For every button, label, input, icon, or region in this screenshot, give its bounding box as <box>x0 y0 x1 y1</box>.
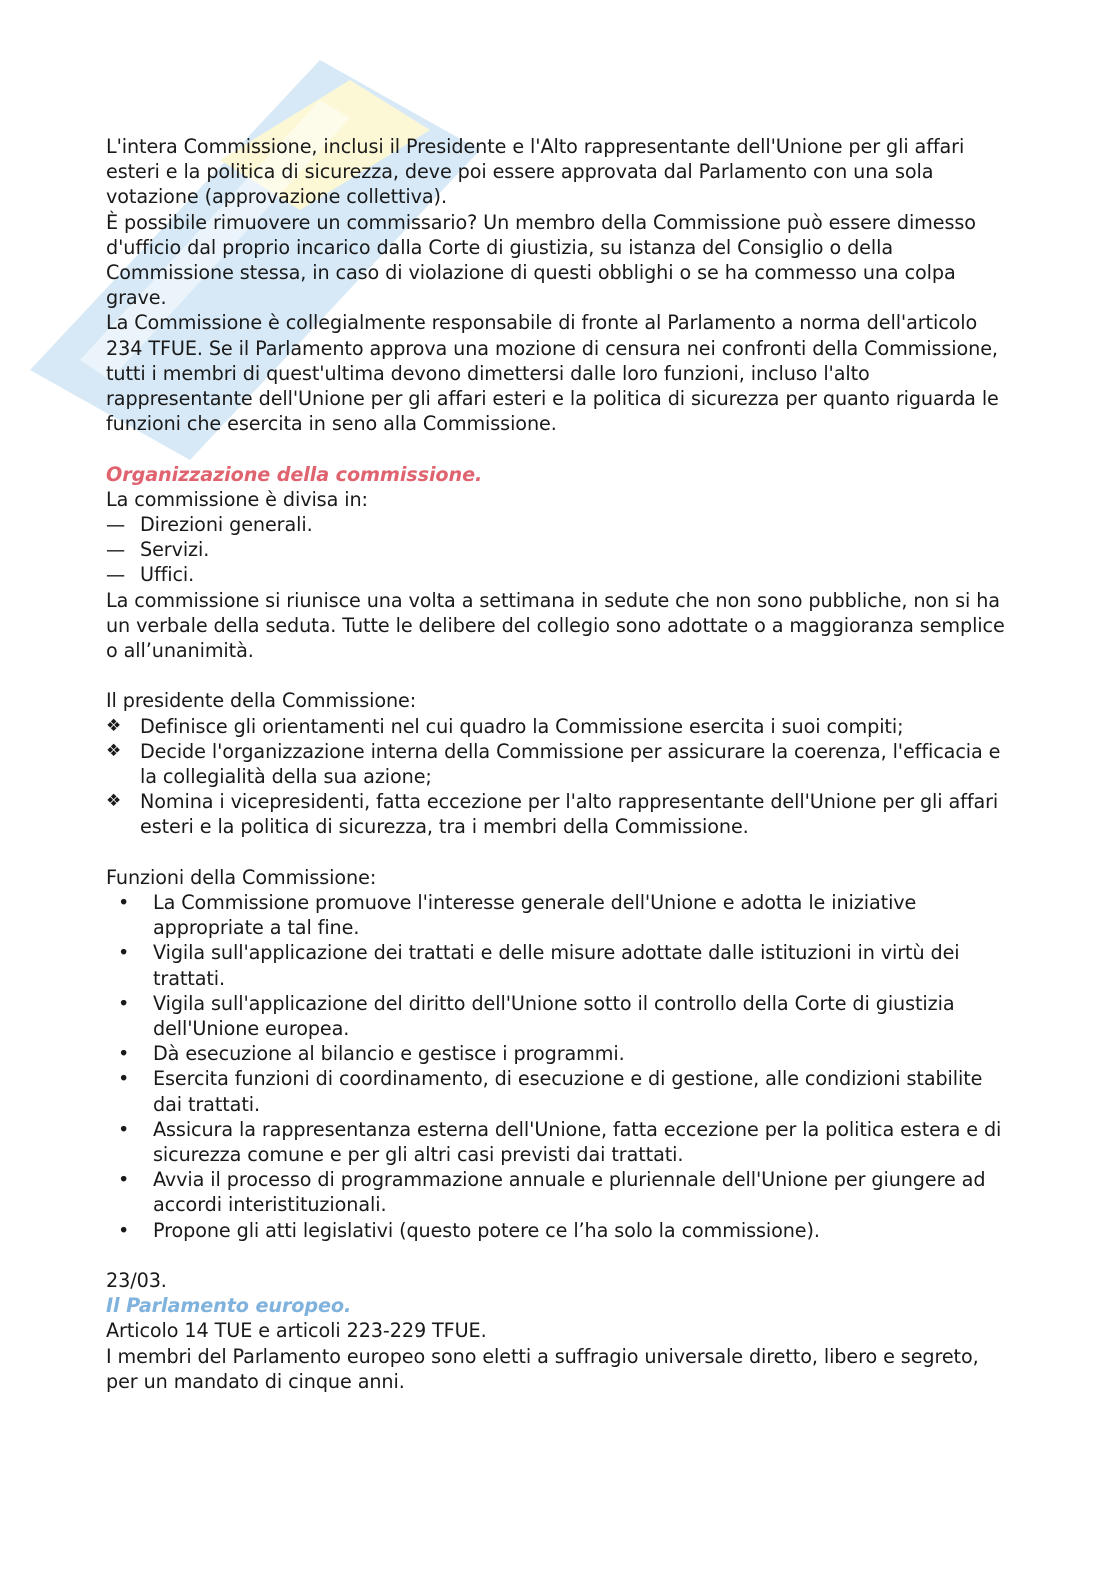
diamond-bullet-icon: ❖ <box>106 715 122 736</box>
document-body <box>106 134 1016 1394</box>
organizzazione-closing: La commissione si riunisce una volta a settimana in sedute che non sono pubbliche, non si ha un verbale della seduta. Tutte le delibere del collegio sono adottate o a maggioranza semplice o all’unanimità. <box>106 588 1005 663</box>
parlamento-text: I membri del Parlamento europeo sono eletti a suffragio universale diretto, libero e segreto, per un mandato di cinque anni. <box>106 1344 979 1393</box>
paragraph-rimozione: È possibile rimuovere un commissario? Un membro della Commissione può essere dimesso d'ufficio dal proprio incarico dalla Corte di giustizia, su istanza del Consiglio o della Commissione stessa, in caso di violazione di questi obblighi o se ha commesso una colpa grave. <box>106 210 976 310</box>
list-item: — Direzioni generali. <box>106 513 313 537</box>
diamond-bullet-icon: ❖ <box>106 791 122 812</box>
list-item: ❖ Decide l'organizzazione interna della Commissione per assicurare la coerenza, l'efficacia e la collegialità della sua azione; <box>106 739 1001 789</box>
heading-organizzazione: Organizzazione della commissione. <box>106 462 483 486</box>
list-item: ❖ Definisce gli orientamenti nel cui quadro la Commissione esercita i suoi compiti; <box>106 714 904 738</box>
lesson-date: 23/03. <box>106 1269 167 1293</box>
bullet-icon: • <box>118 1117 130 1141</box>
list-item: — Uffici. <box>106 563 195 587</box>
list-item: • La Commissione promuove l'interesse generale dell'Unione e adotta le iniziative appropriate a tal fine. <box>118 891 917 940</box>
list-item: ❖ Nomina i vicepresidenti, fatta eccezione per l'alto rappresentante dell'Unione per gli affari esteri e la politica di sicurezza, tra i membri della Commissione. <box>106 790 999 839</box>
list-item: • Assicura la rappresentanza esterna dell'Unione, fatta eccezione per la politica estera e di sicurezza comune e per gli altri casi previsti dai trattati. <box>118 1117 1002 1167</box>
paragraph-responsabilita: La Commissione è collegialmente responsabile di fronte al Parlamento a norma dell'articolo 234 TFUE. Se il Parlamento approva una mozione di censura nei confronti della Commissione, tutti i membri di quest'ultima devono dimettersi dalle loro funzioni, incluso l'alto rappresentante dell'Unione per gli affari esteri e la politica di sicurezza per quanto riguarda le funzioni che esercita in seno alla Commissione. <box>106 311 999 436</box>
organizzazione-list <box>106 512 1016 588</box>
list-item: — Servizi. <box>106 538 210 562</box>
heading-parlamento: Il Parlamento europeo. <box>106 1294 352 1318</box>
dash-marker: — <box>106 513 126 537</box>
list-item: • Vigila sull'applicazione dei trattati e delle misure adottate dalle istituzioni in virtù dei trattati. <box>118 941 960 990</box>
bullet-icon: • <box>118 1218 130 1242</box>
list-item: • Avvia il processo di programmazione annuale e pluriennale dell'Unione per giungere ad accordi interistituzionali. <box>118 1168 986 1217</box>
bullet-icon: • <box>118 941 130 965</box>
bullet-icon: • <box>118 891 130 915</box>
list-item: • Propone gli atti legislativi (questo potere ce l’ha solo la commissione). <box>118 1218 820 1242</box>
presidente-intro: Il presidente della Commissione: <box>106 689 417 713</box>
paragraph-approvazione: L'intera Commissione, inclusi il Presidente e l'Alto rappresentante dell'Unione per gli affari esteri e la politica di sicurezza, deve poi essere approvata dal Parlamento con una sola votazione (approvazione collettiva). <box>106 135 965 209</box>
bullet-icon: • <box>118 1168 130 1192</box>
organizzazione-intro: La commissione è divisa in: <box>106 487 368 511</box>
funzioni-list <box>106 890 1016 1243</box>
diamond-bullet-icon: ❖ <box>106 740 122 761</box>
presidente-list <box>106 714 1016 840</box>
bullet-icon: • <box>118 1067 130 1091</box>
dash-marker: — <box>106 538 126 562</box>
parlamento-article: Articolo 14 TUE e articoli 223-229 TFUE. <box>106 1319 487 1343</box>
bullet-icon: • <box>118 991 130 1015</box>
list-item: • Dà esecuzione al bilancio e gestisce i programmi. <box>118 1042 625 1066</box>
funzioni-intro: Funzioni della Commissione: <box>106 865 377 889</box>
bullet-icon: • <box>118 1042 130 1066</box>
list-item: • Vigila sull'applicazione del diritto dell'Unione sotto il controllo della Corte di giustizia dell'Unione europea. <box>118 991 955 1041</box>
list-item: • Esercita funzioni di coordinamento, di esecuzione e di gestione, alle condizioni stabilite dai trattati. <box>118 1067 983 1116</box>
dash-marker: — <box>106 563 126 587</box>
